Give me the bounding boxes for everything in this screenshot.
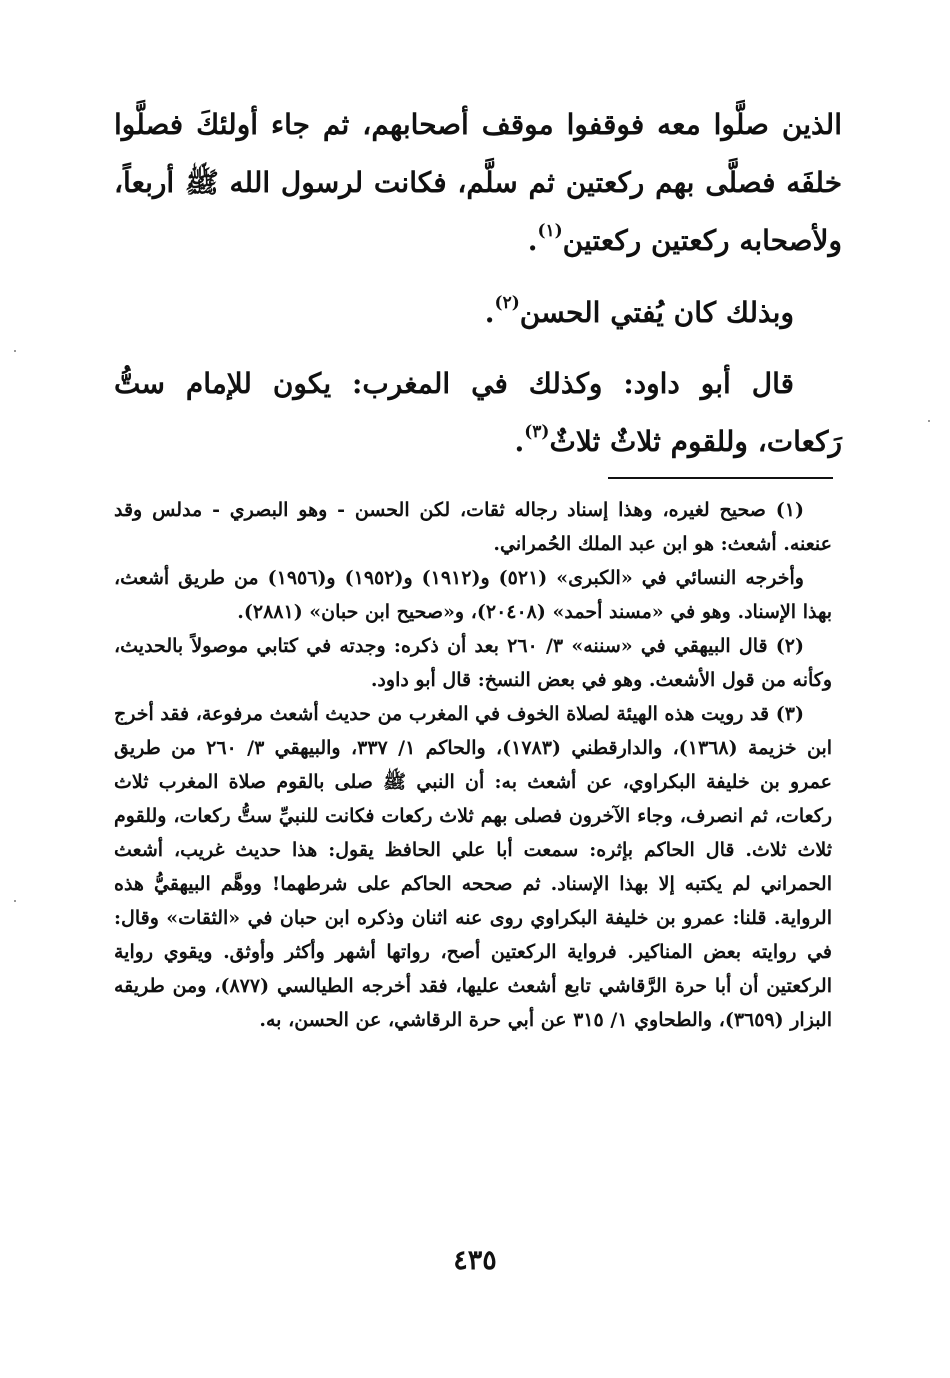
paragraph-text [114,96,842,270]
footnotes-section [114,493,832,1037]
paragraph-end: . [484,296,495,329]
paragraph-text [114,284,842,342]
footnote-marker-3: (٣) [524,422,550,442]
paragraph-body: الذين صلَّوا معه فوقفوا موقف أصحابهم، ثم جاء أولئكَ فصلَّوا خلفَه فصلَّى بهم ركعتين ثم سلَّم، فكانت لرسول الله ﷺ أربعاً، ولأصحابه ركعتين ركعتين [114,108,842,257]
paragraph-body: قال أبو داود: وكذلك في المغرب: يكون للإمام ستُّ رَكعات، وللقوم ثلاثٌ ثلاثٌ [114,367,842,458]
margin-speck [14,350,16,352]
margin-speck [928,420,930,422]
footnote-1-continued: وأخرجه النسائي في «الكبرى» (٥٢١) و(١٩١٢) و(١٩٥٢) و(١٩٥٦) من طريق أشعث، بهذا الإسناد. وهو في «مسند أحمد» (٢٠٤٠٨)، و«صحيح ابن حبان» (٢٨٨١). [114,567,832,623]
margin-speck [14,900,16,902]
footnote-3: (٣) قد رويت هذه الهيئة لصلاة الخوف في المغرب من حديث أشعث مرفوعة، فقد أخرج ابن خزيمة (١٣٦٨)، والدارقطني (١٧٨٣)، والحاكم ١/ ٣٣٧، والبيهقي ٣/ ٢٦٠ من طريق عمرو بن خليفة البكراوي، عن أشعث به: أن النبي ﷺ صلى بالقوم صلاة المغرب ثلاث ركعات، ثم انصرف، وجاء الآخرون فصلى بهم ثلاث ركعات فكانت للنبيِّ ستُّ ركعات، وللقوم ثلاث ثلاث. قال الحاكم بإثره: سمعت أبا علي الحافظ يقول: هذا حديث غريب، أشعث الحمراني لم يكتبه إلا بهذا الإسناد. ثم صححه الحاكم على شرطهما! ووهَّم البيهقيُّ هذه الرواية. قلنا: عمرو بن خليفة البكراوي روى عنه اثنان وذكره ابن حبان في «الثقات» وقال: في روايته بعض المناكير. فرواية الركعتين أصح، رواتها أشهر وأكثر وأوثق. ويقوي رواية الركعتين أن أبا حرة الرَّقاشي تابع أشعث عليها، فقد أخرجه الطيالسي (٨٧٧)، ومن طريقه البزار (٣٦٥٩)، والطحاوي ١/ ٣١٥ عن أبي حرة الرقاشي، عن الحسن، به. [114,703,833,1031]
paragraph-end: . [527,224,538,257]
main-paragraph-2 [114,284,842,342]
footnote-2: (٢) قال البيهقي في «سننه» ٣/ ٢٦٠ بعد أن ذكره: وجدته في كتابي موصولاً بالحديث، وكأنه من قول الأشعث. وهو في بعض النسخ: قال أبو داود. [114,635,832,691]
footnote-separator [608,477,833,479]
main-paragraph-3 [114,355,842,471]
footnote-marker-2: (٢) [494,293,520,313]
main-paragraph-1 [114,96,842,270]
paragraph-text [114,355,842,471]
footnote-1: (١) صحيح لغيره، وهذا إسناد رجاله ثقات، لكن الحسن - وهو البصري - مدلس وقد عنعنه. أشعث: هو ابن عبد الملك الحُمراني. [114,499,832,555]
paragraph-body: وبذلك كان يُفتي الحسن [519,296,794,329]
paragraph-end: . [514,425,525,458]
footnote-marker-1: (١) [537,221,563,241]
page-number: ٤٣٥ [453,1245,497,1276]
